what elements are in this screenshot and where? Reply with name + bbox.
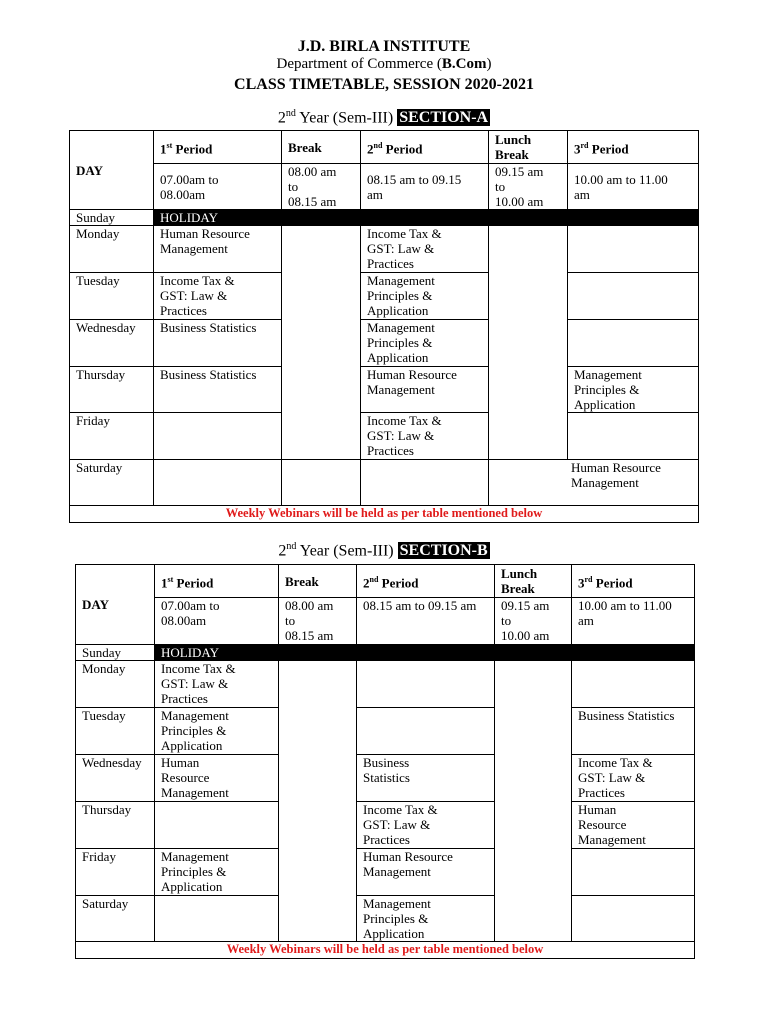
period3-header [572,565,695,598]
day-label: Monday [76,661,155,708]
period3-cell [568,320,699,367]
lunch-cell [489,226,568,460]
table-row [76,661,695,708]
note-row [76,942,695,959]
section-a-tag: SECTION-A [399,109,489,127]
department-prefix: Department of Commerce ( [276,56,442,72]
period1-cell: Income Tax & GST: Law & Practices [154,273,282,320]
period1-cell [154,413,282,460]
period1-cell [155,802,279,849]
period2-cell: Income Tax & GST: Law & Practices [361,226,489,273]
period2-cell: Human Resource Management [361,367,489,413]
period2-cell: Income Tax & GST: Law & Practices [357,802,495,849]
period3-cell: Income Tax & GST: Law & Practices [572,755,695,802]
day-label: Friday [76,849,155,896]
period1-time: 07.00am to 08.00am [155,598,279,645]
period2-cell: Management Principles & Application [361,273,489,320]
period1-cell [154,460,282,506]
period1-cell: Management Principles & Application [155,849,279,896]
period3-cell [568,226,699,273]
table-row [76,755,695,802]
section-b-year-num: 2 [278,542,287,560]
break-cell [279,661,357,942]
period1-cell: Business Statistics [154,320,282,367]
day-label: Saturday [76,896,155,942]
period3-cell: Business Statistics [572,708,695,755]
period1-time: 07.00am to 08.00am [154,164,282,210]
lunch-cell [495,661,572,942]
day-label: Sunday [70,210,154,226]
table-row [76,849,695,896]
lunch-time: 09.15 am to 10.00 am [495,598,572,645]
section-a-year-sup: nd [285,108,296,119]
period2-time: 08.15 am to 09.15 am [357,598,495,645]
break-time: 08.00 am to 08.15 am [279,598,357,645]
table-row [76,708,695,755]
holiday-label: HOLIDAY [155,645,695,661]
day-label: Sunday [76,645,155,661]
lunch-header: Lunch Break [489,131,568,164]
period1-sup: st [166,140,173,150]
table-row [76,802,695,849]
period1-cell [155,896,279,942]
lunch-time: 09.15 am to 10.00 am [489,164,568,210]
period2-sup: nd [373,140,383,150]
department-suffix: ) [486,56,492,72]
section-b-year-sup: nd [286,541,297,552]
period1-sup: st [167,574,174,584]
day-label: Saturday [70,460,154,506]
webinar-note: Weekly Webinars will be held as per table mentioned below [70,506,699,523]
section-a-year-rest: Year (Sem-III) [295,109,398,127]
period2-cell: Human Resource Management [357,849,495,896]
day-label: Monday [70,226,154,273]
institute-title: J.D. BIRLA INSTITUTE [297,38,471,55]
section-b-heading [0,541,768,560]
period1-header [155,565,279,598]
period1-num: 1 [161,575,168,591]
period1-rest: Period [172,141,213,157]
period2-cell: Business Statistics [357,755,495,802]
period2-num: 2 [367,141,374,157]
period3-cell: Management Principles & Application [568,367,699,413]
period3-header [568,131,699,164]
period1-cell: Human Resource Management [155,755,279,802]
table-row [70,460,699,506]
table-row [70,226,699,273]
table-row [70,413,699,460]
period1-header [154,131,282,164]
holiday-label: HOLIDAY [154,210,699,226]
period2-cell: Management Principles & Application [361,320,489,367]
department-line [0,56,768,73]
timetable-title: CLASS TIMETABLE, SESSION 2020-2021 [234,76,534,93]
day-header: DAY [70,131,154,210]
table-row [76,896,695,942]
day-label: Wednesday [70,320,154,367]
period3-cell [572,849,695,896]
period1-cell: Income Tax & GST: Law & Practices [155,661,279,708]
header-row [70,131,699,164]
break-cell [282,226,361,460]
webinar-note: Weekly Webinars will be held as per table mentioned below [76,942,695,959]
period3-time: 10.00 am to 11.00 am [568,164,699,210]
period3-cell [568,413,699,460]
department-program: B.Com [441,56,487,72]
period2-header [357,565,495,598]
period3-rest: Period [588,141,629,157]
period1-num: 1 [160,141,167,157]
section-a-year-num: 2 [277,109,286,127]
table-row [70,367,699,413]
period1-rest: Period [173,575,214,591]
note-row [70,506,699,523]
period1-cell: Business Statistics [154,367,282,413]
period3-cell [572,896,695,942]
table-row [70,273,699,320]
time-row [76,598,695,645]
period2-sup: nd [369,574,379,584]
period1-cell: Management Principles & Application [155,708,279,755]
period3-cell: Human Resource Management [489,460,699,506]
period2-header [361,131,489,164]
period2-num: 2 [363,575,370,591]
period2-cell [357,708,495,755]
period2-cell [357,661,495,708]
period2-rest: Period [382,141,423,157]
lunch-header: Lunch Break [495,565,572,598]
holiday-row [76,645,695,661]
day-label: Tuesday [76,708,155,755]
day-label: Friday [70,413,154,460]
period3-num: 3 [578,575,585,591]
period3-sup: rd [580,140,589,150]
period2-cell: Management Principles & Application [357,896,495,942]
period1-cell: Human Resource Management [154,226,282,273]
header-row [76,565,695,598]
period2-cell: Income Tax & GST: Law & Practices [361,413,489,460]
period3-num: 3 [574,141,581,157]
break-header: Break [279,565,357,598]
time-row [70,164,699,210]
section-b-timetable [75,564,695,959]
period3-cell: Human Resource Management [572,802,695,849]
break-cell [282,460,361,506]
period3-cell [568,273,699,320]
day-label: Thursday [70,367,154,413]
day-label: Tuesday [70,273,154,320]
period2-rest: Period [378,575,419,591]
period3-time: 10.00 am to 11.00 am [572,598,695,645]
period2-cell [361,460,489,506]
break-time: 08.00 am to 08.15 am [282,164,361,210]
holiday-row [70,210,699,226]
break-header: Break [282,131,361,164]
period3-rest: Period [592,575,633,591]
period3-sup: rd [584,574,593,584]
section-a-timetable [69,130,699,523]
day-header: DAY [76,565,155,645]
period2-time: 08.15 am to 09.15 am [361,164,489,210]
period3-cell [572,661,695,708]
section-b-tag: SECTION-B [399,542,488,560]
section-b-year-rest: Year (Sem-III) [296,542,398,560]
table-row [70,320,699,367]
day-label: Wednesday [76,755,155,802]
section-a-heading [0,108,768,127]
day-label: Thursday [76,802,155,849]
